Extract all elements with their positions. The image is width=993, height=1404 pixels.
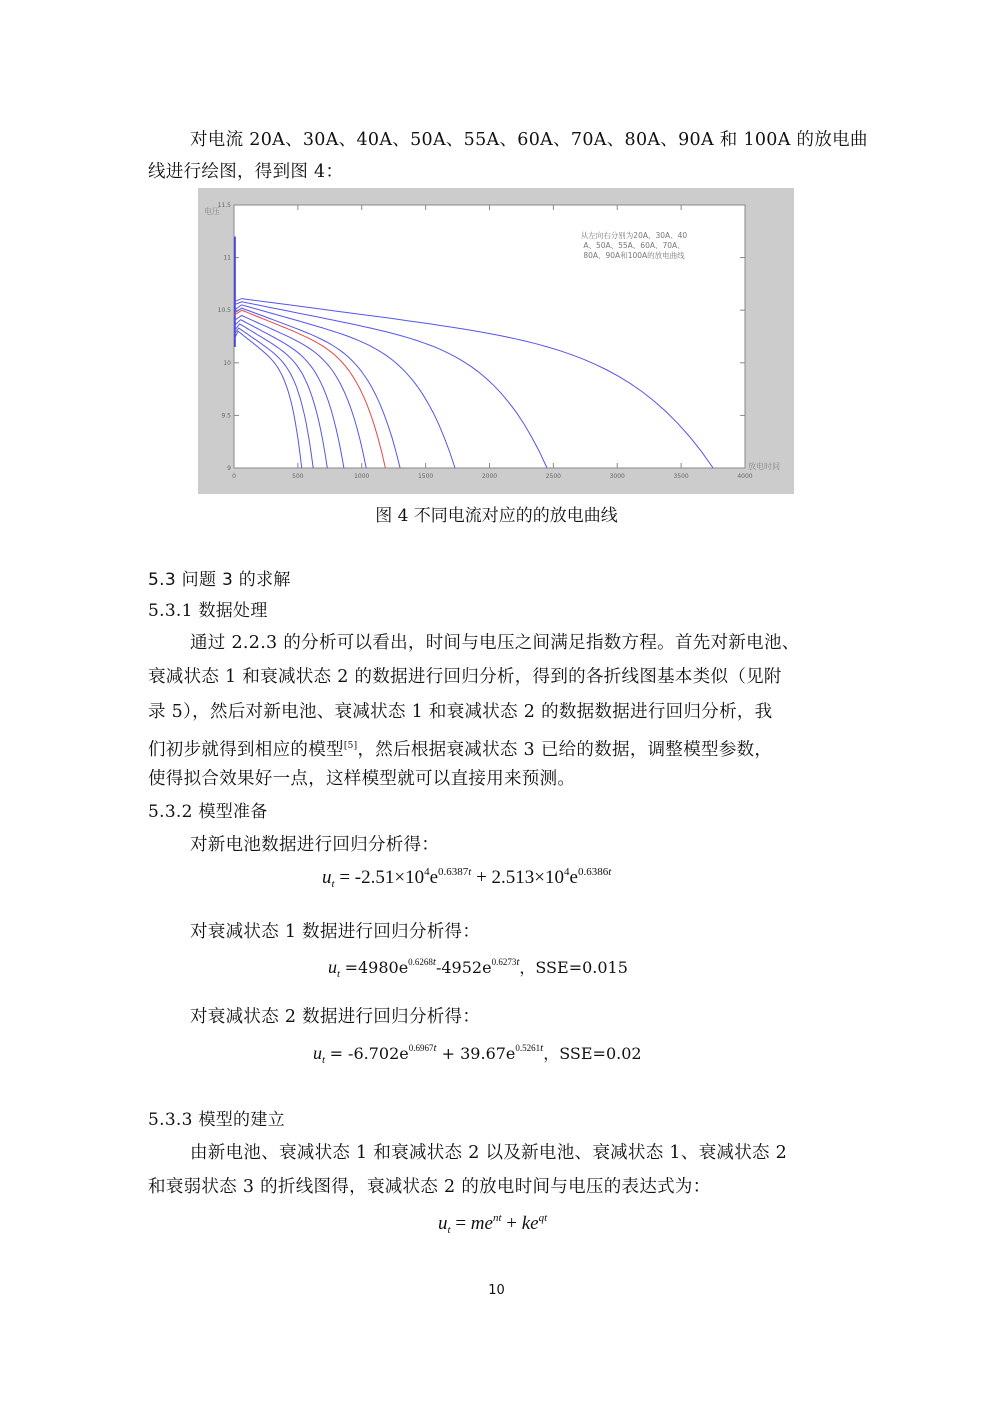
- eq2-lhs: u: [328, 957, 337, 977]
- chart-annotation-line-2: A、50A、55A、60A、70A、: [583, 241, 685, 250]
- equation-state2: [313, 1041, 642, 1066]
- eq2-a-exp: 0.6268: [408, 957, 433, 967]
- eq4-eq: =: [450, 1213, 471, 1234]
- y-tick-label: 9.5: [221, 412, 231, 420]
- eq2-b: -4952e: [435, 958, 492, 977]
- y-tick-label: 11: [223, 254, 231, 262]
- eq1-c-exp: 4: [564, 866, 570, 878]
- intro-line-1: 对电流 20A、30A、40A、50A、55A、60A、70A、80A、90A 和 100A 的放电曲: [190, 130, 868, 150]
- eq4-k: ke: [521, 1213, 539, 1234]
- eq3-tail: ，SSE=0.02: [543, 1044, 642, 1063]
- eq4-m-exp: nt: [492, 1212, 502, 1224]
- eq4-lhs: u: [438, 1213, 448, 1234]
- y-tick-label: 10.5: [217, 307, 231, 315]
- equation-model: [438, 1212, 547, 1236]
- x-tick-label: 3500: [673, 473, 689, 480]
- para1-line-5: 使得拟合效果好一点，这样模型就可以直接用来预测。: [148, 769, 576, 789]
- x-tick-label: 3000: [609, 473, 625, 480]
- equation-new-battery: [322, 866, 611, 890]
- eq3-t2: t: [540, 1042, 544, 1054]
- section-heading: 5.3 问题 3 的求解: [148, 570, 291, 590]
- y-axis-label: 电压: [204, 207, 220, 216]
- eq2-t2: t: [516, 956, 520, 968]
- eq2-tail: ，SSE=0.015: [519, 958, 628, 977]
- eq2-b-exp: 0.6273: [491, 957, 517, 967]
- eq1-t2: t: [608, 866, 612, 878]
- eq1-a-exp: 4: [424, 866, 430, 878]
- eq1-a: = -2.51×10: [339, 867, 425, 888]
- x-tick-label: 1000: [354, 473, 370, 480]
- y-tick-label: 10: [223, 359, 231, 367]
- para1-line-4-rest: ，然后根据衰减状态 3 已给的数据，调整模型参数，: [357, 740, 773, 760]
- eq3-t1: t: [433, 1042, 437, 1054]
- page-number: 10: [488, 1283, 505, 1298]
- x-tick-label: 2500: [545, 473, 562, 480]
- eq1-c: + 2.513×10: [471, 867, 565, 888]
- eq2-a: =4980e: [344, 958, 409, 977]
- eq4-sub: t: [447, 1224, 451, 1236]
- eq3-lhs: u: [313, 1043, 322, 1063]
- eq1-t1: t: [468, 866, 472, 878]
- discharge-curve-figure: [198, 188, 794, 494]
- x-tick-label: 4000: [737, 473, 753, 480]
- subsection-heading-data-processing: 5.3.1 数据处理: [148, 601, 268, 621]
- eq3-sub: t: [322, 1054, 326, 1066]
- eq1-lhs: u: [322, 867, 332, 888]
- chart-annotation-line-3: 80A、90A和100A的放电曲线: [583, 251, 685, 260]
- state1-text: 对衰减状态 1 数据进行回归分析得：: [190, 922, 481, 942]
- eq1-b: e: [429, 867, 439, 888]
- equation-state1: [328, 955, 628, 980]
- eq4-m: me: [470, 1213, 493, 1234]
- para1-line-4: [148, 731, 848, 765]
- eq2-sub: t: [337, 968, 341, 980]
- chart-annotation-line-1: 从左向右分别为20A、30A、40: [580, 231, 688, 240]
- intro-line-2: 线进行绘图，得到图 4：: [148, 162, 344, 182]
- eq4-k-exp: qt: [538, 1212, 548, 1224]
- x-tick-label: 2000: [481, 473, 498, 480]
- para1-line-1: 通过 2.2.3 的分析可以看出，时间与电压之间满足指数方程。首先对新电池、: [190, 633, 800, 653]
- x-tick-label: 0: [232, 473, 236, 480]
- x-tick-label: 500: [292, 473, 304, 480]
- y-tick-label: 9: [227, 465, 231, 472]
- new-battery-text: 对新电池数据进行回归分析得：: [190, 835, 440, 855]
- eq3-a: = -6.702e: [329, 1044, 409, 1063]
- x-tick-label: 1500: [417, 473, 434, 480]
- eq1-sub: t: [331, 878, 335, 890]
- para1-line-3: 录 5），然后对新电池、衰减状态 1 和衰减状态 2 的数据数据进行回归分析，我: [148, 702, 773, 722]
- y-tick-label: 11.5: [217, 202, 231, 209]
- citation-ref[interactable]: [5]: [343, 741, 358, 751]
- eq3-b: + 39.67e: [436, 1044, 516, 1063]
- x-axis-label: 放电时间: [748, 462, 780, 471]
- para2-line-1: 由新电池、衰减状态 1 和衰减状态 2 以及新电池、衰减状态 1、衰减状态 2: [190, 1143, 788, 1163]
- eq3-a-exp: 0.6967: [408, 1043, 434, 1053]
- subsection-heading-model-build: 5.3.3 模型的建立: [148, 1110, 285, 1130]
- eq1-b-exp: 0.6387: [438, 866, 469, 878]
- state2-text: 对衰减状态 2 数据进行回归分析得：: [190, 1007, 481, 1027]
- eq2-t1: t: [432, 956, 436, 968]
- para1-line-4-text: 们初步就得到相应的模型: [148, 740, 344, 760]
- subsection-heading-model-prep: 5.3.2 模型准备: [148, 802, 268, 822]
- para1-line-2: 衰减状态 1 和衰减状态 2 的数据进行回归分析，得到的各折线图基本类似（见附: [148, 667, 782, 687]
- eq1-d: e: [569, 867, 578, 888]
- eq3-b-exp: 0.5261: [515, 1043, 541, 1053]
- figure-caption: 图 4 不同电流对应的的放电曲线: [375, 506, 618, 526]
- eq4-plus: +: [501, 1213, 522, 1234]
- discharge-curve-chart: [198, 188, 794, 494]
- para2-line-2: 和衰弱状态 3 的折线图得，衰减状态 2 的放电时间与电压的表达式为：: [148, 1177, 711, 1197]
- eq1-d-exp: 0.6386: [577, 866, 609, 878]
